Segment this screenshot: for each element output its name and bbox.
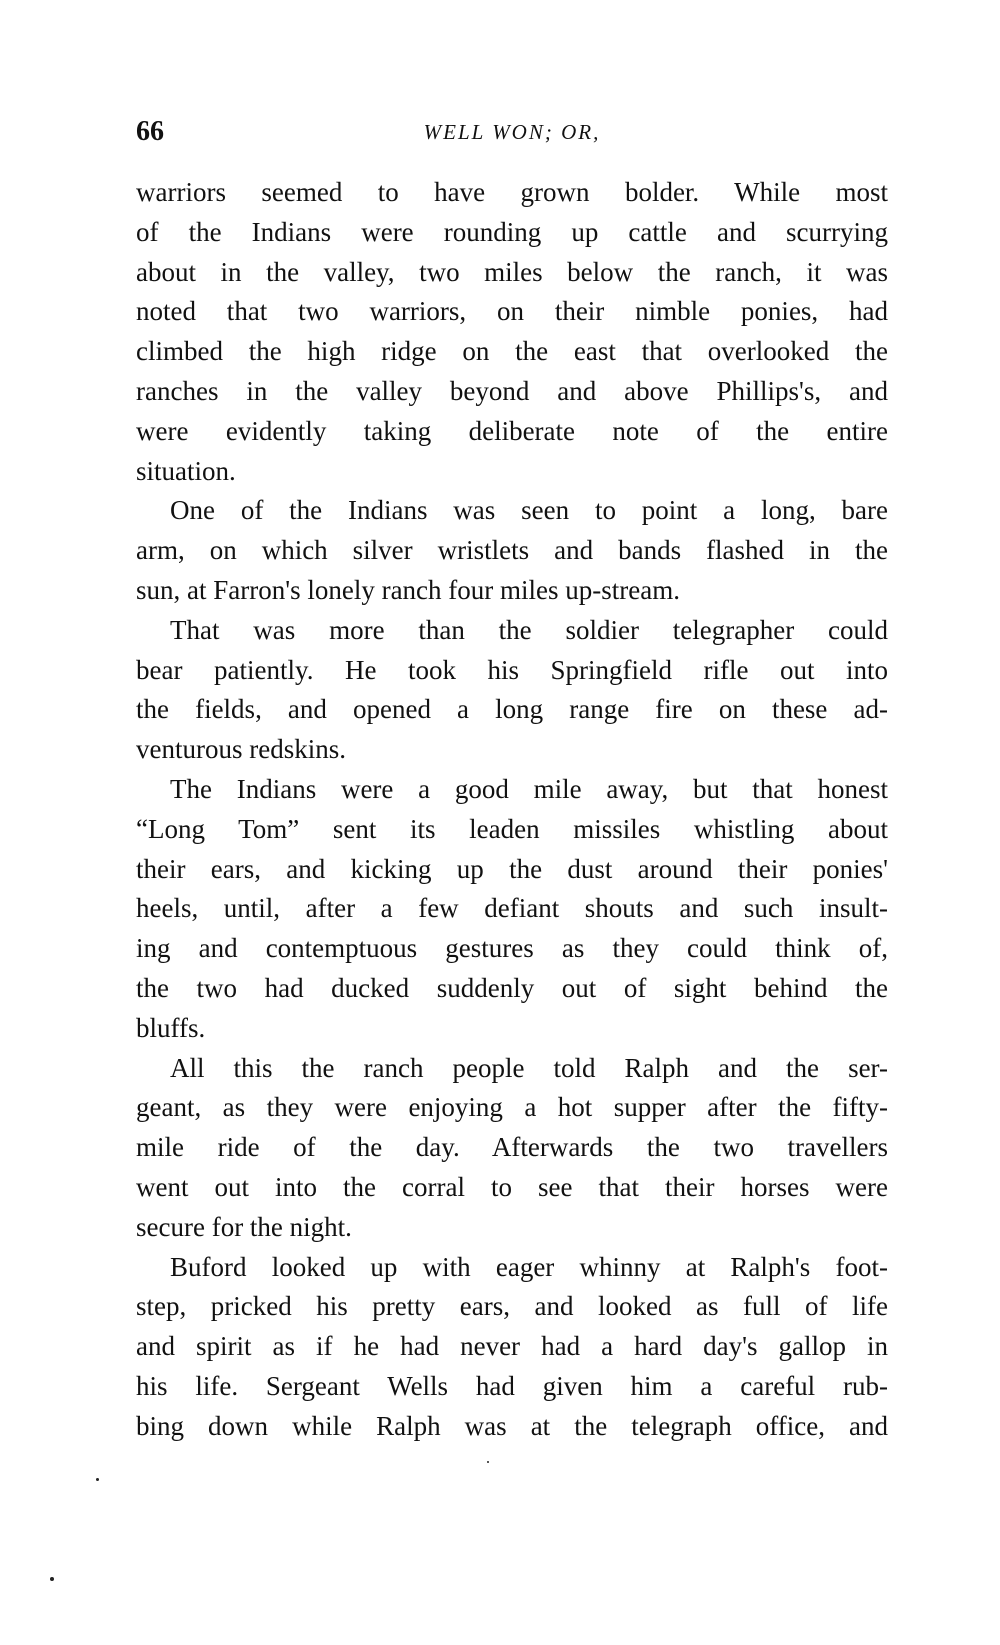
- text-line: bear patiently. He took his Springfield rifle out into: [136, 654, 888, 685]
- text-line: arm, on which silver wristlets and bands flashed in the: [136, 535, 888, 566]
- text-line: step, pricked his pretty ears, and looked as full of life: [136, 1291, 888, 1322]
- text-line: about in the valley, two miles below the ranch, it was: [136, 256, 888, 287]
- text-line: sun, at Farron's lonely ranch four miles up-stream.: [136, 574, 680, 605]
- text-line: secure for the night.: [136, 1211, 352, 1242]
- text-line: venturous redskins.: [136, 734, 346, 765]
- text-line: That was more than the soldier telegrapher could: [170, 614, 888, 645]
- text-line: ranches in the valley beyond and above Phillips's, and: [136, 375, 888, 406]
- text-line: bluffs.: [136, 1012, 206, 1043]
- text-line: Buford looked up with eager whinny at Ralph's foot-: [170, 1251, 888, 1282]
- text-line: ing and contemptuous gestures as they could think of,: [136, 933, 888, 964]
- text-line: of the Indians were rounding up cattle and scurrying: [136, 216, 888, 247]
- text-line: The Indians were a good mile away, but that honest: [170, 773, 888, 804]
- page-number: 66: [136, 116, 164, 147]
- text-line: geant, as they were enjoying a hot supper after the fifty-: [136, 1092, 888, 1123]
- text-line: went out into the corral to see that their horses were: [136, 1171, 888, 1202]
- text-line: were evidently taking deliberate note of the entire: [136, 415, 888, 446]
- text-line: bing down while Ralph was at the telegraph office, and: [136, 1410, 888, 1441]
- page-header: [136, 116, 888, 156]
- text-line: the fields, and opened a long range fire on these ad-: [136, 694, 888, 725]
- text-line: climbed the high ridge on the east that overlooked the: [136, 336, 888, 367]
- text-line: situation.: [136, 455, 236, 486]
- text-line: and spirit as if he had never had a hard day's gallop in: [136, 1331, 888, 1362]
- running-title: WELL WON; OR,: [423, 120, 601, 144]
- text-line: his life. Sergeant Wells had given him a careful rub-: [136, 1370, 888, 1401]
- scan-speck: [96, 1478, 99, 1481]
- text-line: mile ride of the day. Afterwards the two travellers: [136, 1132, 888, 1163]
- text-line: All this the ranch people told Ralph and the ser-: [170, 1052, 888, 1083]
- text-line: noted that two warriors, on their nimble ponies, had: [136, 296, 888, 327]
- text-line: their ears, and kicking up the dust around their ponies': [136, 853, 888, 884]
- text-line: “Long Tom” sent its leaden missiles whistling about: [136, 813, 888, 844]
- text-line: warriors seemed to have grown bolder. While most: [136, 177, 888, 207]
- scan-speck: [487, 1461, 489, 1463]
- scan-speck: [50, 1577, 54, 1581]
- text-line: heels, until, after a few defiant shouts and such insult-: [136, 893, 888, 924]
- text-line: the two had ducked suddenly out of sight behind the: [136, 972, 888, 1003]
- text-line: One of the Indians was seen to point a long, bare: [170, 495, 888, 526]
- body-text: [136, 173, 888, 1447]
